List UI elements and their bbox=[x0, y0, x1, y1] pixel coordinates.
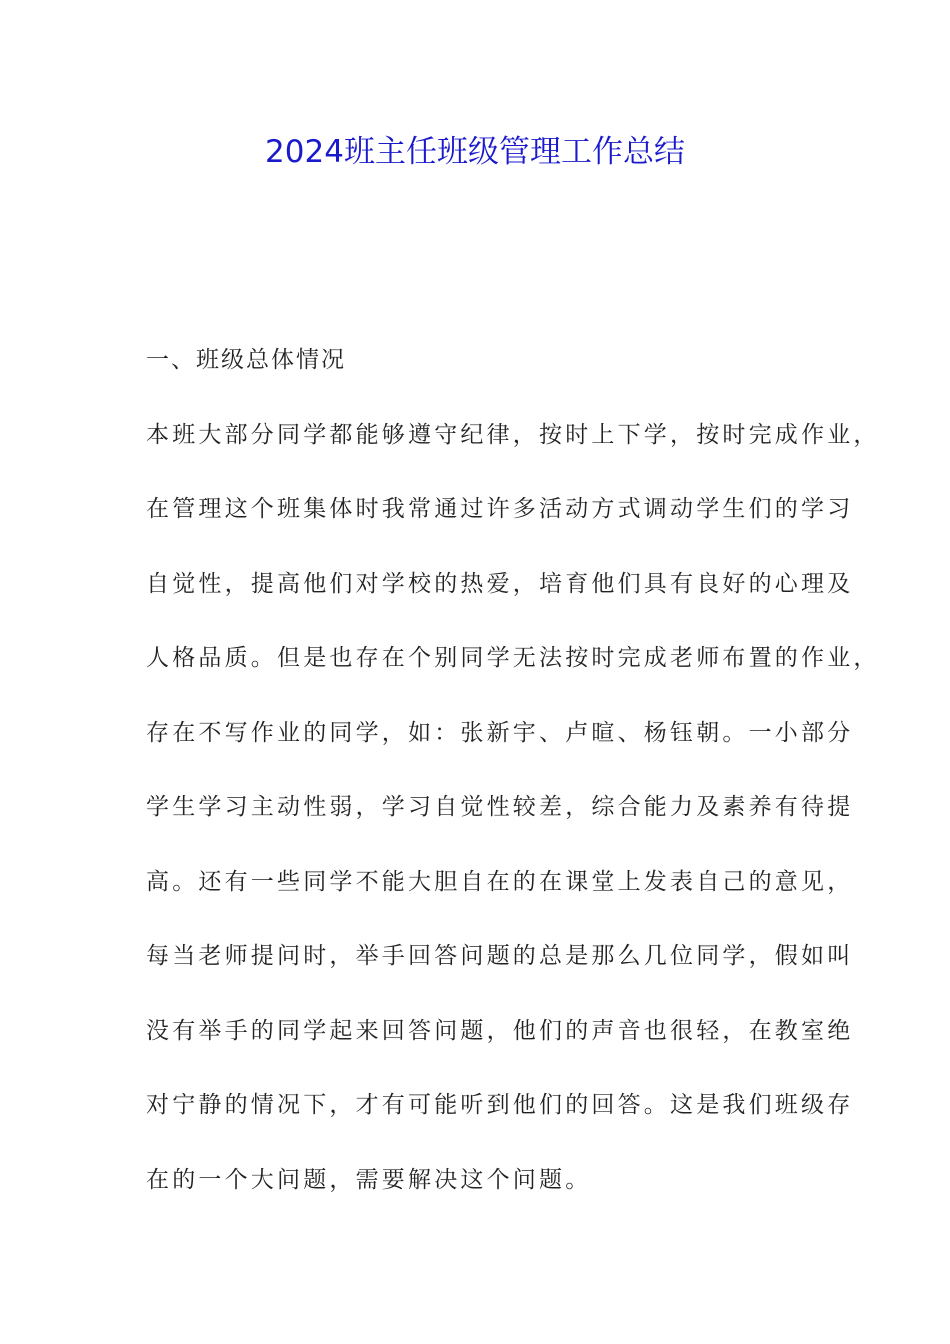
paragraph-line: 每当老师提问时，举手回答问题的总是那么几位同学，假如叫 bbox=[146, 943, 854, 969]
paragraph-line: 在的一个大问题，需要解决这个问题。 bbox=[146, 1166, 592, 1193]
section-heading: 一、班级总体情况 bbox=[146, 347, 346, 373]
paragraph-line: 对宁静的情况下，才有可能听到他们的回答。这是我们班级存 bbox=[146, 1092, 854, 1118]
paragraph-line: 高。还有一些同学不能大胆自在的在课堂上发表自己的意见， bbox=[146, 868, 854, 895]
paragraph-line: 在管理这个班集体时我常通过许多活动方式调动学生们的学习 bbox=[146, 496, 854, 522]
paragraph-line: 自觉性，提高他们对学校的热爱，培育他们具有良好的心理及 bbox=[146, 570, 854, 597]
paragraph-line: 存在不写作业的同学，如：张新宇、卢暄、杨钰朝。一小部分 bbox=[146, 719, 854, 746]
document-body bbox=[146, 340, 880, 1234]
document-title: 2024班主任班级管理工作总结 bbox=[265, 134, 685, 170]
paragraph-line: 人格品质。但是也存在个别同学无法按时完成老师布置的作业， bbox=[146, 645, 880, 671]
paragraph-line: 学生学习主动性弱，学习自觉性较差，综合能力及素养有待提 bbox=[146, 794, 854, 820]
paragraph-line: 本班大部分同学都能够遵守纪律，按时上下学，按时完成作业， bbox=[146, 421, 880, 448]
paragraph-line: 没有举手的同学起来回答问题，他们的声音也很轻，在教室绝 bbox=[146, 1017, 854, 1044]
